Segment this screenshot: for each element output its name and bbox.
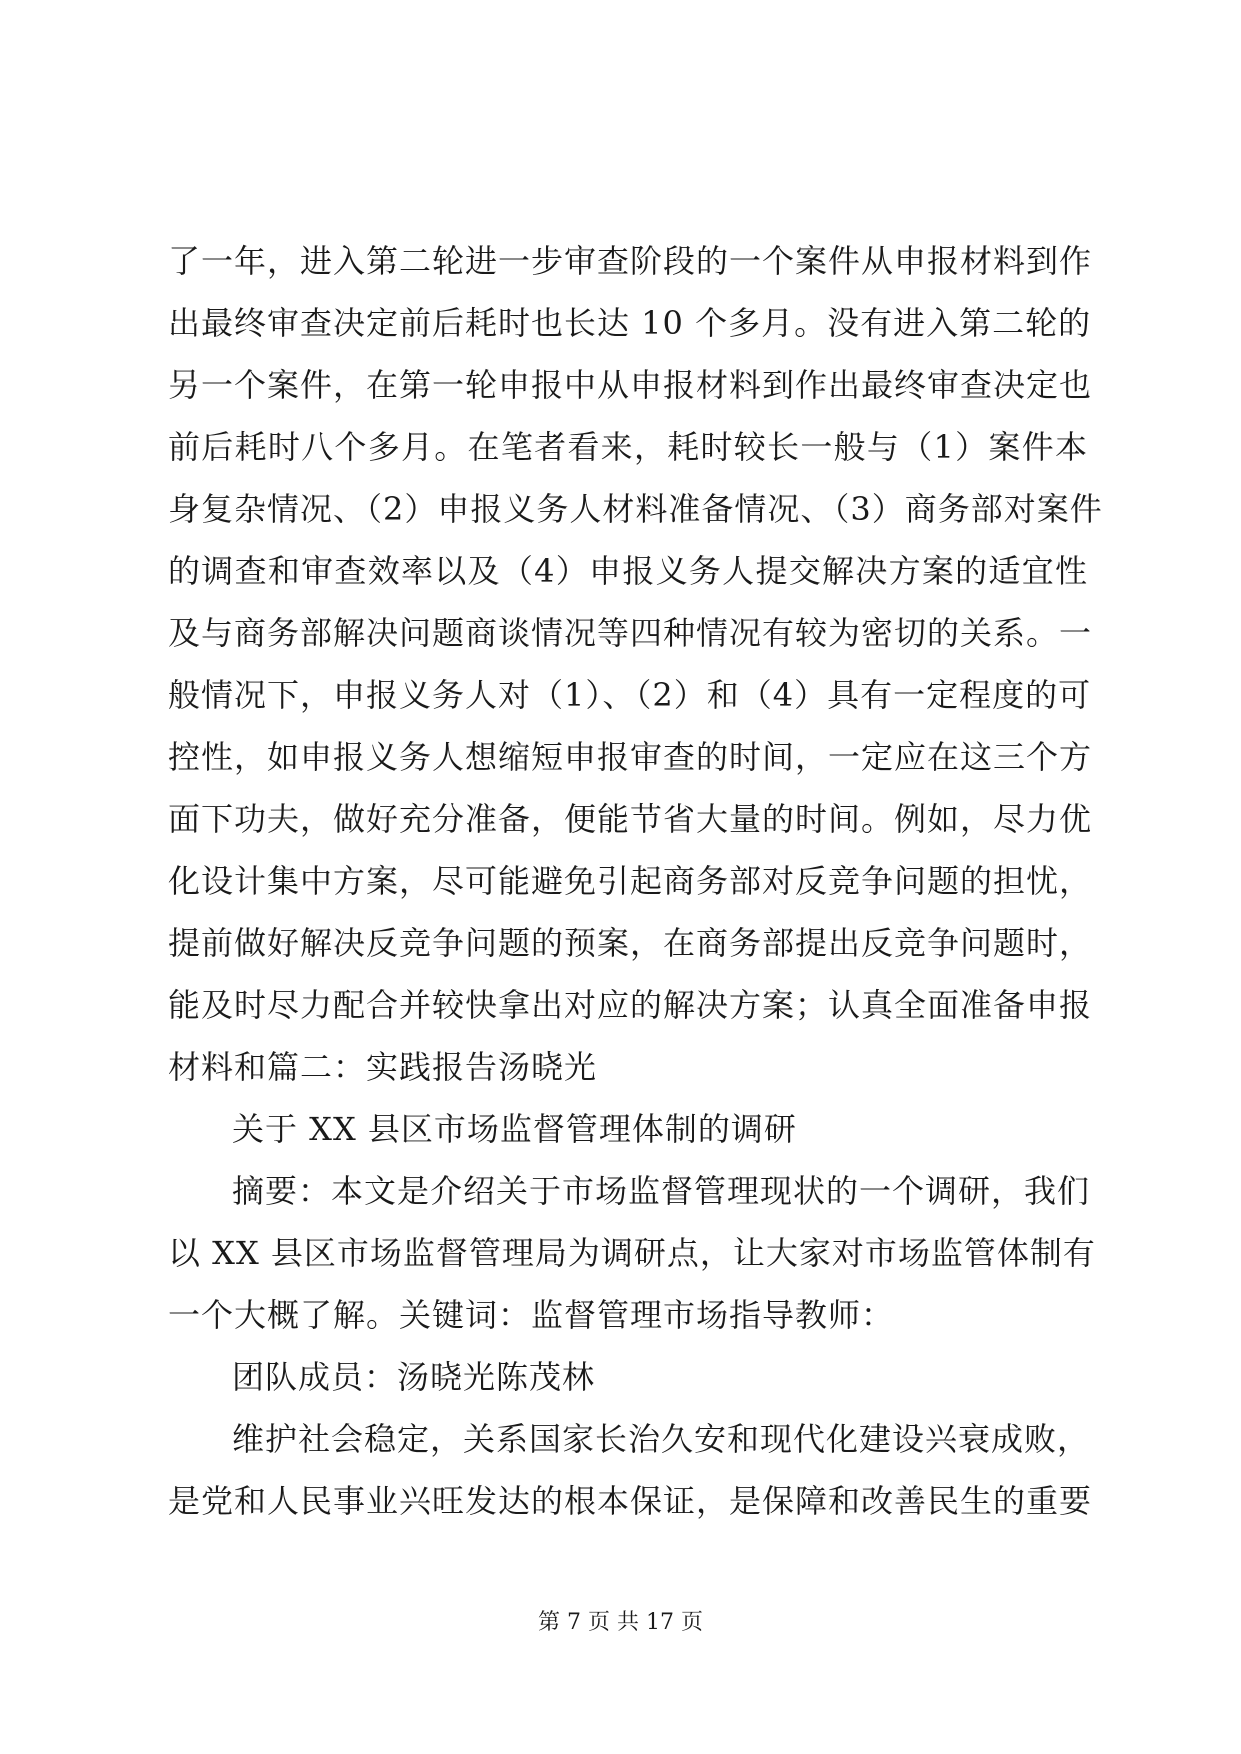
- document-body: [168, 230, 1103, 1532]
- paragraph-line: 身复杂情况、（2）申报义务人材料准备情况、（3）商务部对案件: [168, 490, 1103, 528]
- team-members: 团队成员：汤晓光陈茂林: [232, 1358, 596, 1396]
- section-heading: 关于 XX 县区市场监督管理体制的调研: [232, 1110, 797, 1148]
- paragraph-line: 了一年，进入第二轮进一步审查阶段的一个案件从申报材料到作: [168, 242, 1093, 280]
- paragraph-line: 能及时尽力配合并较快拿出对应的解决方案；认真全面准备申报: [168, 986, 1093, 1024]
- abstract-line: 摘要：本文是介绍关于市场监督管理现状的一个调研，我们: [232, 1172, 1091, 1210]
- paragraph-line: 般情况下，申报义务人对（1）、（2）和（4）具有一定程度的可: [168, 676, 1092, 714]
- paragraph-line: 材料和篇二：实践报告汤晓光: [168, 1048, 598, 1086]
- paragraph-line: 及与商务部解决问题商谈情况等四种情况有较为密切的关系。一: [168, 614, 1093, 652]
- paragraph-line: 化设计集中方案，尽可能避免引起商务部对反竞争问题的担忧，: [168, 862, 1093, 900]
- paragraph-line: 是党和人民事业兴旺发达的根本保证，是保障和改善民生的重要: [168, 1482, 1093, 1520]
- paragraph-line: 出最终审查决定前后耗时也长达 10 个多月。没有进入第二轮的: [168, 304, 1092, 342]
- paragraph-line: 面下功夫，做好充分准备，便能节省大量的时间。例如，尽力优: [168, 800, 1093, 838]
- paragraph-line: 控性，如申报义务人想缩短申报审查的时间，一定应在这三个方: [168, 738, 1093, 776]
- paragraph-line: 的调查和审查效率以及（4）申报义务人提交解决方案的适宜性: [168, 552, 1088, 590]
- paragraph-line: 前后耗时八个多月。在笔者看来，耗时较长一般与（1）案件本: [168, 428, 1088, 466]
- abstract-line: 以 XX 县区市场监督管理局为调研点，让大家对市场监管体制有: [168, 1234, 1096, 1272]
- abstract-line: 一个大概了解。关键词：监督管理市场指导教师：: [168, 1296, 895, 1334]
- paragraph-line: 另一个案件，在第一轮申报中从申报材料到作出最终审查决定也: [168, 366, 1093, 404]
- paragraph-line: 提前做好解决反竞争问题的预案，在商务部提出反竞争问题时，: [168, 924, 1093, 962]
- paragraph-line: 维护社会稳定，关系国家长治久安和现代化建设兴衰成败，: [232, 1420, 1091, 1458]
- page-number: 第 7 页 共 17 页: [538, 1610, 703, 1635]
